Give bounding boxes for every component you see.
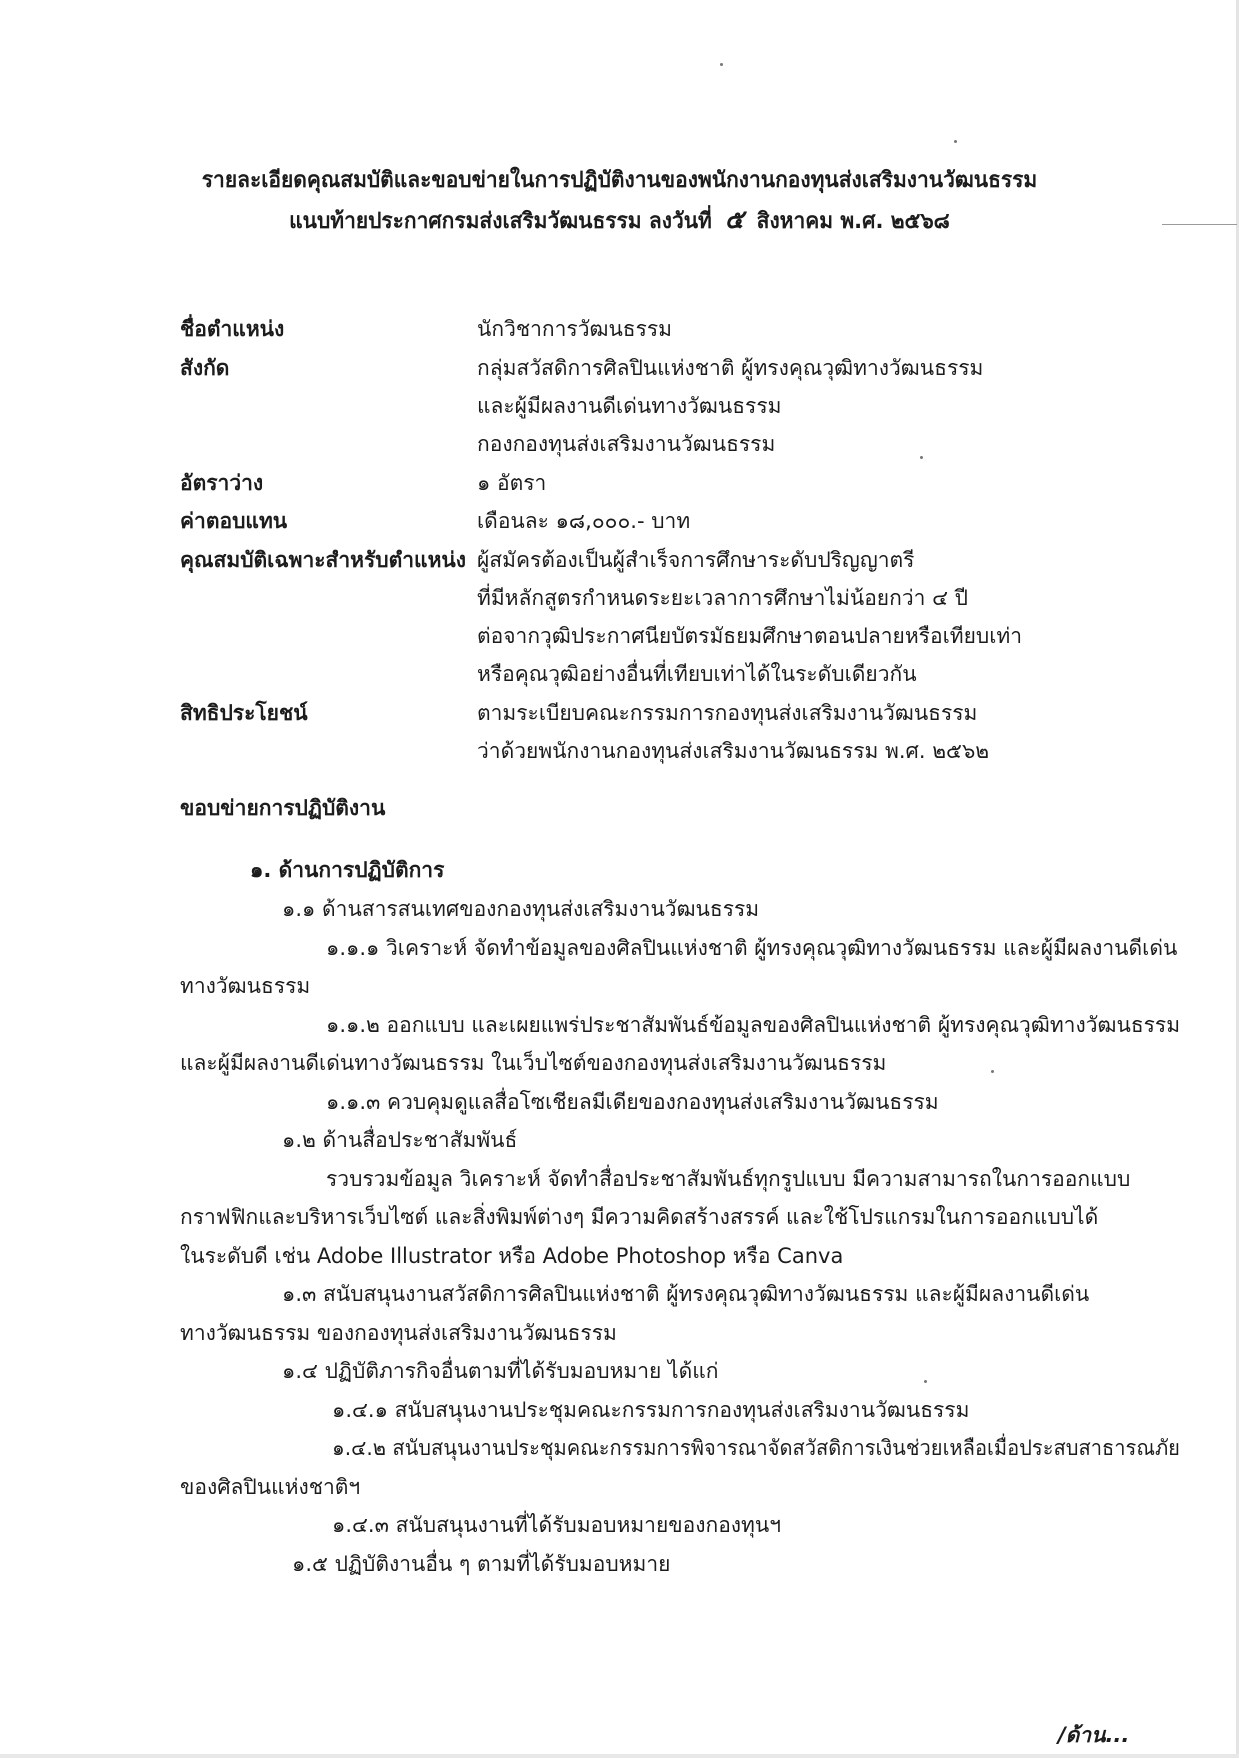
document-subtitle [30, 199, 1210, 240]
unit-value-line: กองกองทุนส่งเสริมงานวัฒนธรรม [477, 432, 776, 456]
scope-line: ๑.๓ สนับสนุนงานสวัสดิการศิลปินแห่งชาติ ผู้ทรงคุณวุฒิทางวัฒนธรรม และผู้มีผลงานดีเด่น [282, 1282, 1090, 1306]
scope-line: ๑.๔.๓ สนับสนุนงานที่ได้รับมอบหมายของกองทุนฯ [332, 1513, 782, 1537]
benefit-line: ตามระเบียบคณะกรรมการกองทุนส่งเสริมงานวัฒนธรรม [477, 701, 978, 725]
scope-line: ทางวัฒนธรรม ของกองทุนส่งเสริมงานวัฒนธรรม [180, 1321, 617, 1345]
benefit-line: ว่าด้วยพนักงานกองทุนส่งเสริมงานวัฒนธรรม พ.ศ. ๒๕๖๒ [477, 739, 990, 763]
scan-speck [720, 63, 723, 66]
scope-line: ทางวัฒนธรรม [180, 974, 311, 998]
scope-line: ๑.๒ ด้านสื่อประชาสัมพันธ์ [282, 1128, 518, 1152]
scope-line: ๑.๑.๒ ออกแบบ และเผยแพร่ประชาสัมพันธ์ข้อมูลของศิลปินแห่งชาติ ผู้ทรงคุณวุฒิทางวัฒนธรรม [326, 1013, 1181, 1037]
scope-line: ของศิลปินแห่งชาติฯ [180, 1475, 361, 1499]
scope-line: และผู้มีผลงานดีเด่นทางวัฒนธรรม ในเว็บไซต์ของกองทุนส่งเสริมงานวัฒนธรรม [180, 1051, 887, 1075]
scope-line: ๑.๔.๒ สนับสนุนงานประชุมคณะกรรมการพิจารณาจัดสวัสดิการเงินช่วยเหลือเมื่อประสบสาธารณภัย [332, 1436, 1180, 1460]
continued-marker: /ด้าน... [1058, 1723, 1130, 1747]
scope-line: ๑.๑.๑ วิเคราะห์ จัดทำข้อมูลของศิลปินแห่งชาติ ผู้ทรงคุณวุฒิทางวัฒนธรรม และผู้มีผลงานดีเด่น [326, 936, 1178, 960]
qualification-label: คุณสมบัติเฉพาะสำหรับตำแหน่ง [180, 548, 467, 572]
qualification-line: หรือคุณวุฒิอย่างอื่นที่เทียบเท่าได้ในระดับเดียวกัน [477, 662, 917, 686]
benefit-label: สิทธิประโยชน์ [180, 701, 308, 725]
scope-line: ๑.๑.๓ ควบคุมดูแลสื่อโซเชียลมีเดียของกองทุนส่งเสริมงานวัฒนธรรม [326, 1090, 939, 1114]
qualification-line: ที่มีหลักสูตรกำหนดระยะเวลาการศึกษาไม่น้อยกว่า ๔ ปี [477, 586, 968, 610]
salary-value: เดือนละ ๑๘,๐๐๐.- บาท [477, 509, 691, 533]
scope-line: ๑.๔ ปฏิบัติภารกิจอื่นตามที่ได้รับมอบหมาย ได้แก่ [282, 1359, 719, 1383]
scan-speck [954, 140, 957, 143]
subtitle-suffix: สิงหาคม พ.ศ. ๒๕๖๘ [756, 209, 950, 234]
document-title: รายละเอียดคุณสมบัติและขอบข่ายในการปฏิบัติงานของพนักงานกองทุนส่งเสริมงานวัฒนธรรม [201, 168, 1038, 193]
vacancy-label: อัตราว่าง [180, 471, 264, 495]
handwritten-day: ๕ [724, 205, 744, 235]
scan-speck [920, 456, 923, 459]
scan-edge-bottom [0, 1754, 1239, 1758]
qualification-line: ต่อจากวุฒิประกาศนียบัตรมัธยมศึกษาตอนปลายหรือเทียบเท่า [477, 624, 1023, 648]
scope-heading: ๑. ด้านการปฏิบัติการ [250, 858, 445, 882]
scope-line: ๑.๔.๑ สนับสนุนงานประชุมคณะกรรมการกองทุนส่งเสริมงานวัฒนธรรม [332, 1398, 970, 1422]
scope-line: รวบรวมข้อมูล วิเคราะห์ จัดทำสื่อประชาสัมพันธ์ทุกรูปแบบ มีความสามารถในการออกแบบ [326, 1167, 1131, 1191]
position-label: ชื่อตำแหน่ง [180, 317, 285, 341]
unit-value-line: กลุ่มสวัสดิการศิลปินแห่งชาติ ผู้ทรงคุณวุฒิทางวัฒนธรรม [477, 356, 984, 380]
scope-line: ๑.๕ ปฏิบัติงานอื่น ๆ ตามที่ได้รับมอบหมาย [292, 1552, 671, 1576]
scope-title: ขอบข่ายการปฏิบัติงาน [180, 796, 386, 820]
salary-label: ค่าตอบแทน [180, 509, 288, 533]
subtitle-prefix: แนบท้ายประกาศกรมส่งเสริมวัฒนธรรม ลงวันที่ [289, 209, 712, 234]
scope-line: กราฟฟิกและบริหารเว็บไซต์ และสิ่งพิมพ์ต่างๆ มีความคิดสร้างสรรค์ และใช้โปรแกรมในการออกแบบได้ [180, 1205, 1099, 1229]
scope-line: ในระดับดี เช่น Adobe Illustrator หรือ Adobe Photoshop หรือ Canva [180, 1244, 844, 1268]
unit-value-line: และผู้มีผลงานดีเด่นทางวัฒนธรรม [477, 394, 782, 418]
scan-speck [924, 1380, 927, 1383]
position-value: นักวิชาการวัฒนธรรม [477, 317, 673, 341]
scope-line: ๑.๑ ด้านสารสนเทศของกองทุนส่งเสริมงานวัฒนธรรม [282, 897, 760, 921]
vacancy-value: ๑ อัตรา [477, 471, 547, 495]
scan-speck [991, 1070, 994, 1073]
qualification-line: ผู้สมัครต้องเป็นผู้สำเร็จการศึกษาระดับปริญญาตรี [477, 548, 915, 572]
unit-label: สังกัด [180, 356, 230, 380]
